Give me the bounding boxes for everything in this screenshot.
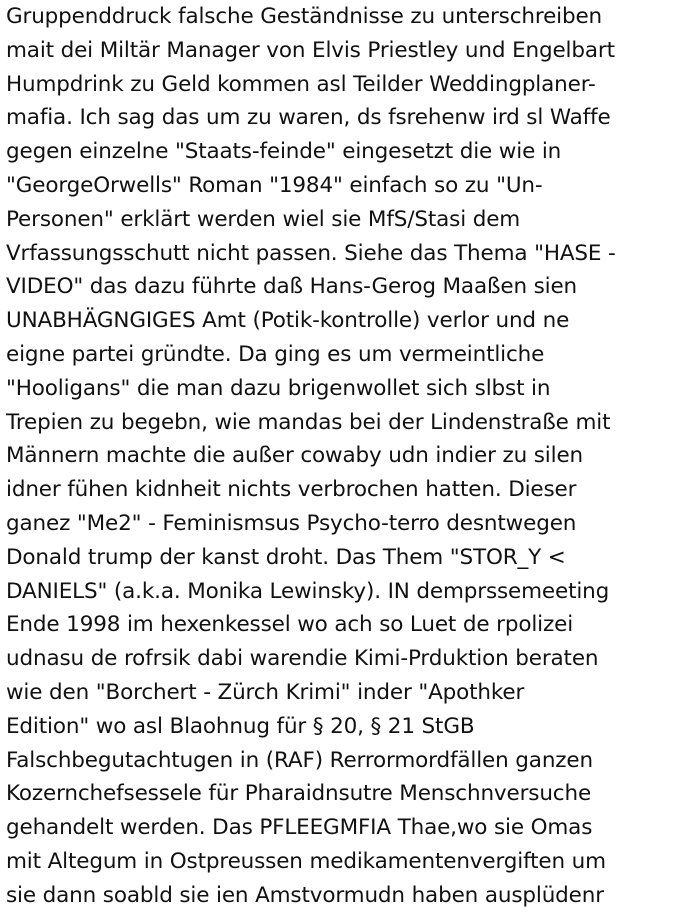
text-line: Humpdrink zu Geld kommen asl Teilder Weddingplaner-: [6, 71, 596, 97]
text-line: VIDEO" das dazu führte daß Hans-Gerog Maaßen sien: [6, 274, 578, 300]
text-line: sie dann soabld sie ien Amstvormudn haben ausplüdenr: [6, 882, 604, 908]
text-line: Donald trump der kanst droht. Das Them "STOR_Y <: [6, 544, 566, 570]
text-line: "Hooligans" die man dazu brigenwollet sich slbst in: [6, 375, 551, 401]
text-line: Kozernchefsessele für Pharaidnsutre Menschnversuche: [6, 781, 592, 807]
text-line: idner fühen kidnheit nichts verbrochen hatten. Dieser: [6, 477, 577, 503]
text-line: mait dei Miltär Manager von Elvis Priestley und Engelbart: [6, 37, 615, 63]
text-line: UNABHÄGNGIGES Amt (Potik-kontrolle) verlor und ne: [6, 308, 570, 334]
text-line: gegen einzelne "Staats-feinde" eingesetzt die wie in: [6, 139, 562, 165]
text-line: Personen" erklärt werden wiel sie MfS/Stasi dem: [6, 206, 521, 232]
body-text: [6, 0, 682, 913]
text-line: "GeorgeOrwells" Roman "1984" einfach so zu "Un-: [6, 172, 543, 198]
text-line: mafia. Ich sag das um zu waren, ds fsrehenw ird sl Waffe: [6, 105, 611, 131]
text-line: Männern machte die außer cowaby udn indier zu silen: [6, 443, 584, 469]
text-line: gehandelt werden. Das PFLEEGMFIA Thae,wo sie Omas: [6, 815, 593, 841]
text-line: DANIELS" (a.k.a. Monika Lewinsky). IN demprssemeeting: [6, 578, 610, 604]
text-line: udnasu de rofrsik dabi warendie Kimi-Prduktion beraten: [6, 646, 599, 672]
text-line: Ende 1998 im hexenkessel wo ach so Luet de rpolizei: [6, 612, 574, 638]
text-line: Trepien zu begebn, wie mandas bei der Lindenstraße mit: [6, 409, 611, 435]
text-line: mit Altegum in Ostpreussen medikamentenvergiften um: [6, 848, 606, 874]
text-line: eigne partei gründte. Da ging es um vermeintliche: [6, 341, 545, 367]
text-line: ganez "Me2" - Feminismsus Psycho-terro desntwegen: [6, 510, 577, 536]
text-line: wie den "Borchert - Zürch Krimi" inder "Apothker: [6, 679, 525, 705]
text-line: Edition" wo asl Blaohnug für § 20, § 21 StGB: [6, 713, 475, 739]
text-line: Vrfassungsschutt nicht passen. Siehe das Thema "HASE -: [6, 240, 616, 266]
text-line: Gruppenddruck falsche Geständnisse zu unterschreiben: [6, 4, 603, 29]
text-line: Falschbegutachtugen in (RAF) Rerrormordfällen ganzen: [6, 747, 593, 773]
